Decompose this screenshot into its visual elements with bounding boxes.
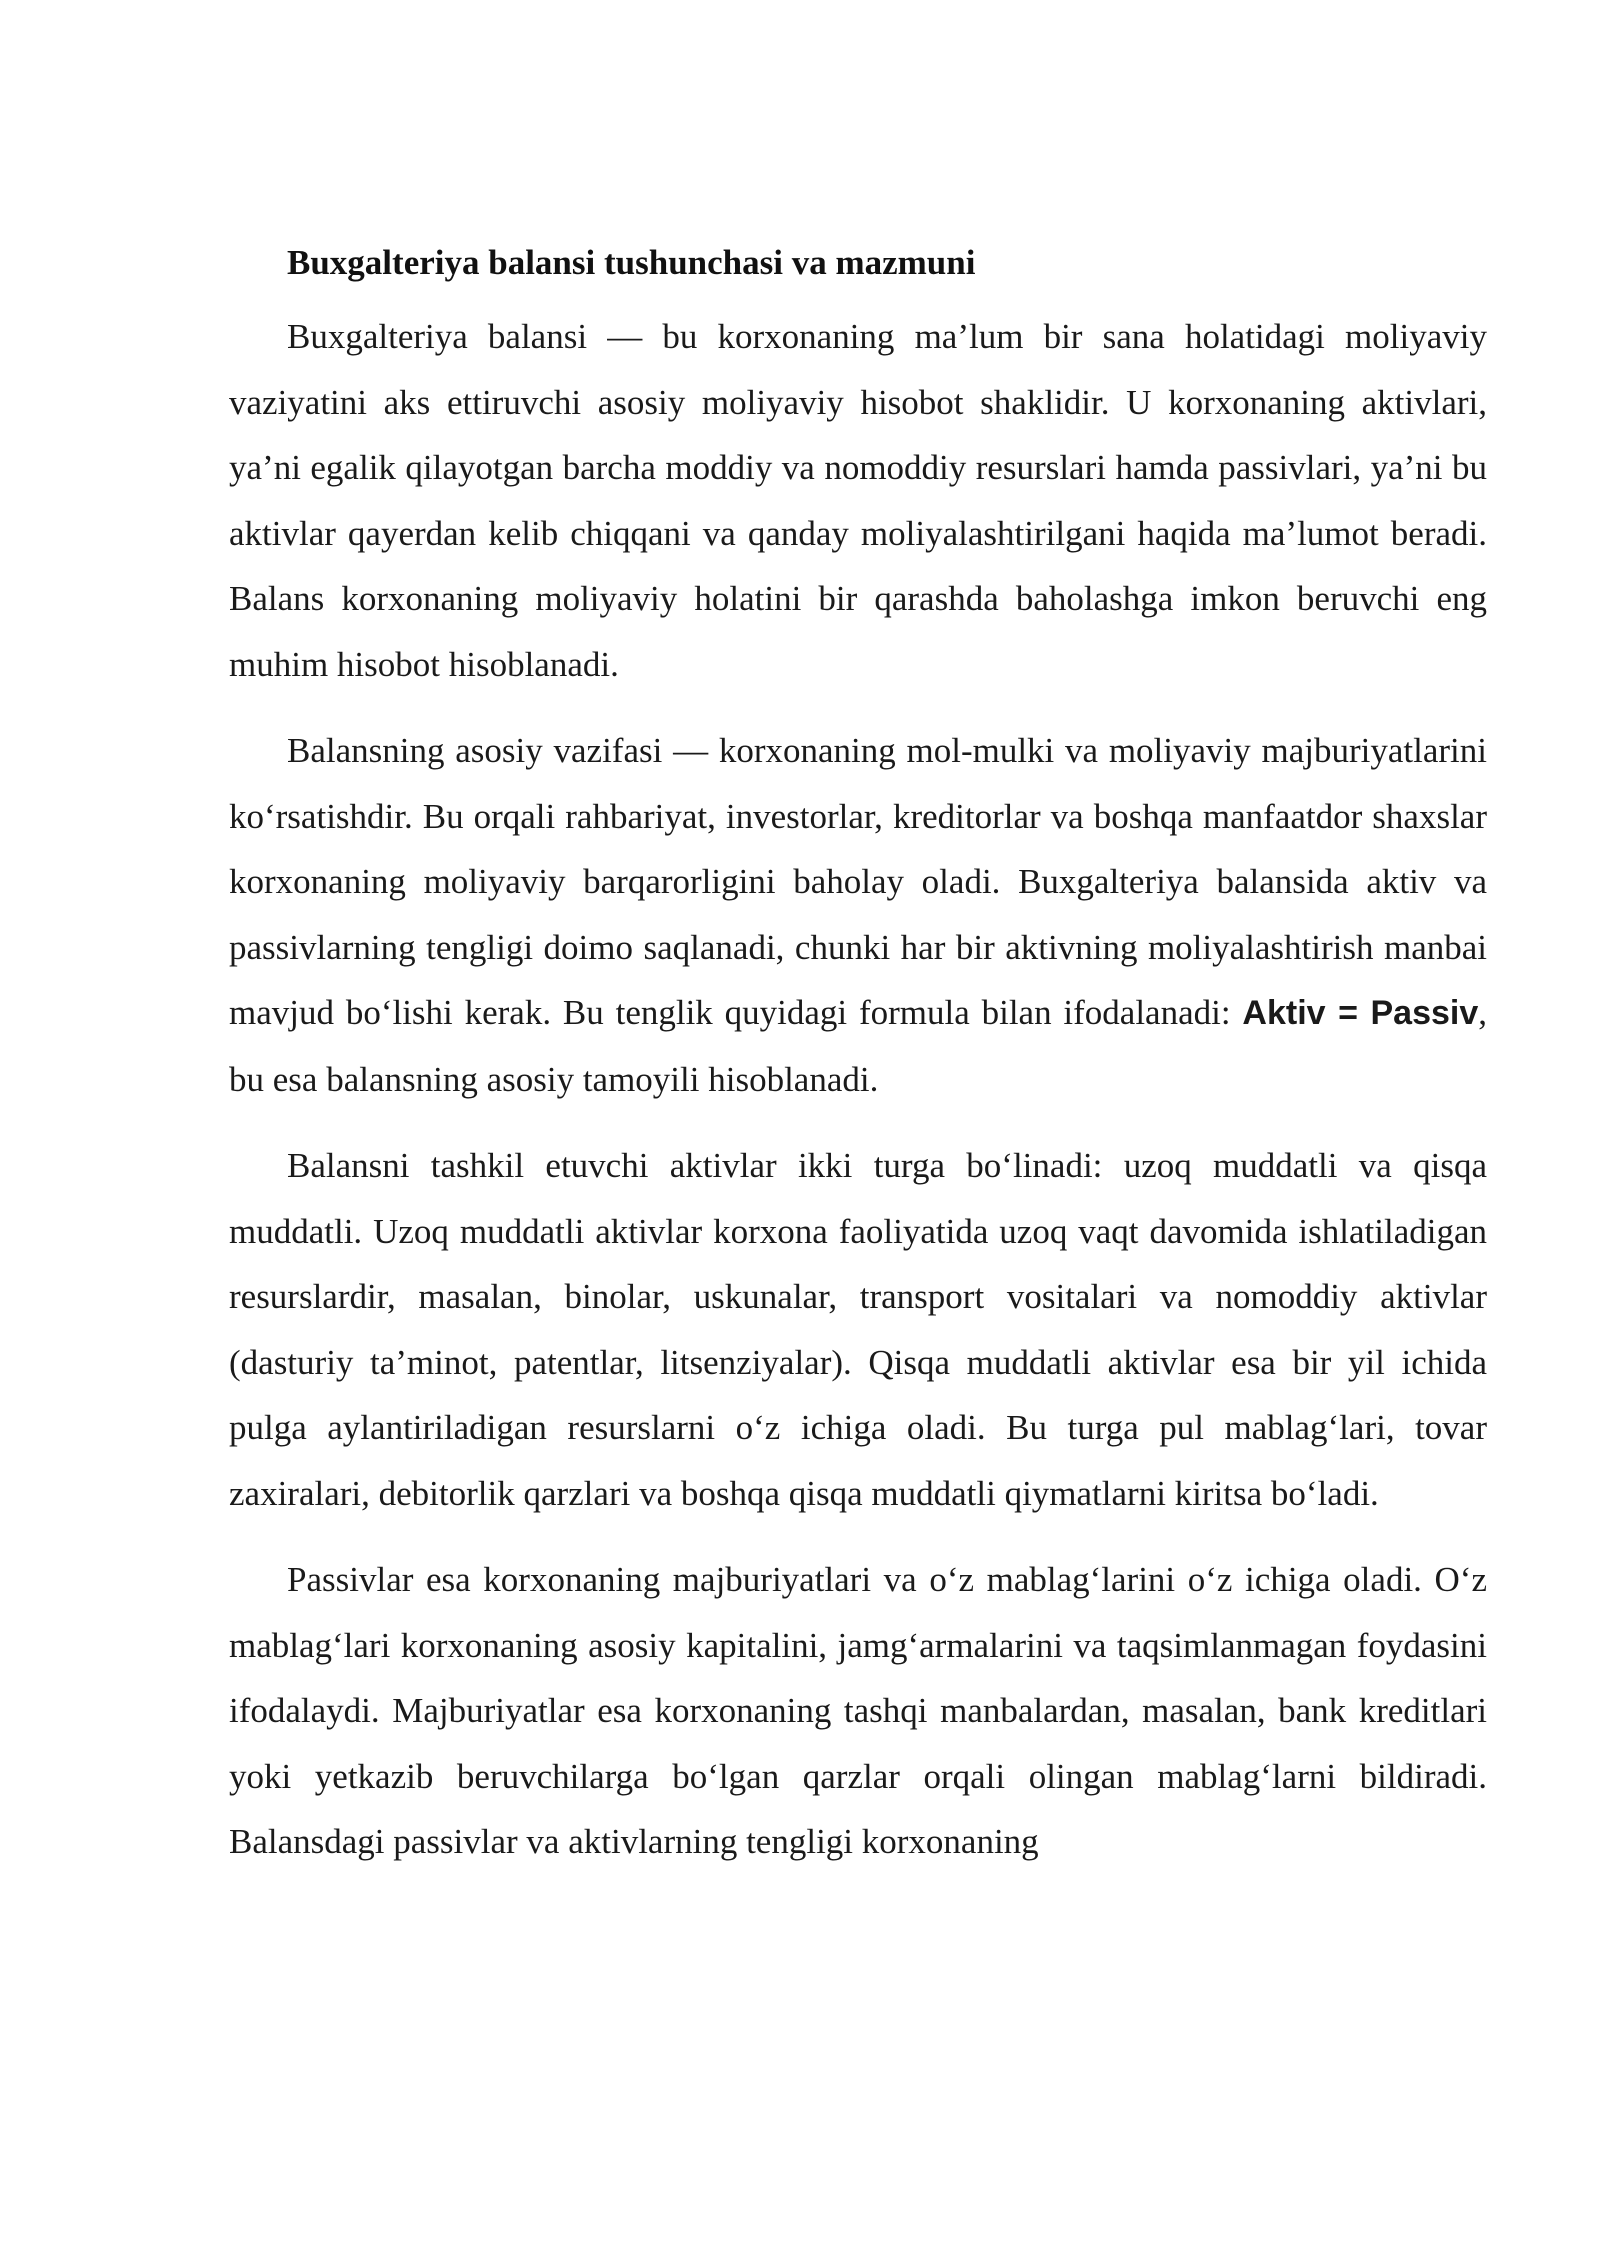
paragraph-2: [229, 718, 1487, 1112]
document-title: Buxgalteriya balansi tushunchasi va mazmuni: [287, 243, 976, 282]
paragraph-2-text-before: Balansning asosiy vazifasi — korxonaning mol-mulki va moliyaviy majburiyatlarini ko‘rsatishdir. Bu orqali rahbariyat, investorlar, kreditorlar va boshqa manfaatdor shaxslar korxonaning moliyaviy barqarorligini baholay oladi. Buxgalteriya balansida aktiv va passivlarning tengligi doimo saqlanadi, chunki har bir aktivning moliyalashtirish manbai mavjud bo‘lishi kerak. Bu tenglik quyidagi formula bilan ifodalanadi:: [229, 731, 1487, 1032]
paragraph-2-text-after: , bu esa balansning asosiy tamoyili hisoblanadi.: [229, 993, 1487, 1099]
document-page: [229, 240, 1487, 1896]
paragraph-3: Balansni tashkil etuvchi aktivlar ikki turga bo‘linadi: uzoq muddatli va qisqa muddatli. Uzoq muddatli aktivlar korxona faoliyatida uzoq vaqt davomida ishlatiladigan resurslardir, masalan, binolar, uskunalar, transport vositalari va nomoddiy aktivlar (dasturiy ta’minot, patentlar, litsenziyalar). Qisqa muddatli aktivlar esa bir yil ichida pulga aylantiriladigan resurslarni o‘z ichiga oladi. Bu turga pul mablag‘lari, tovar zaxiralari, debitorlik qarzlari va boshqa qisqa muddatli qiymatlarni kiritsa bo‘ladi.: [229, 1146, 1487, 1513]
formula-aktiv-passiv: Aktiv = Passiv: [1242, 994, 1479, 1032]
paragraph-1: Buxgalteriya balansi — bu korxonaning ma’lum bir sana holatidagi moliyaviy vaziyatini aks ettiruvchi asosiy moliyaviy hisobot shaklidir. U korxonaning aktivlari, ya’ni egalik qilayotgan barcha moddiy va nomoddiy resurslari hamda passivlari, ya’ni bu aktivlar qayerdan kelib chiqqani va qanday moliyalashtirilgani haqida ma’lumot beradi. Balans korxonaning moliyaviy holatini bir qarashda baholashga imkon beruvchi eng muhim hisobot hisoblanadi.: [229, 317, 1487, 684]
paragraph-4: Passivlar esa korxonaning majburiyatlari va o‘z mablag‘larini o‘z ichiga oladi. O‘z mablag‘lari korxonaning asosiy kapitalini, jamg‘armalarini va taqsimlanmagan foydasini ifodalaydi. Majburiyatlar esa korxonaning tashqi manbalardan, masalan, bank kreditlari yoki yetkazib beruvchilarga bo‘lgan qarzlar orqali olingan mablag‘larni bildiradi. Balansdagi passivlar va aktivlarning tengligi korxonaning: [229, 1560, 1487, 1861]
